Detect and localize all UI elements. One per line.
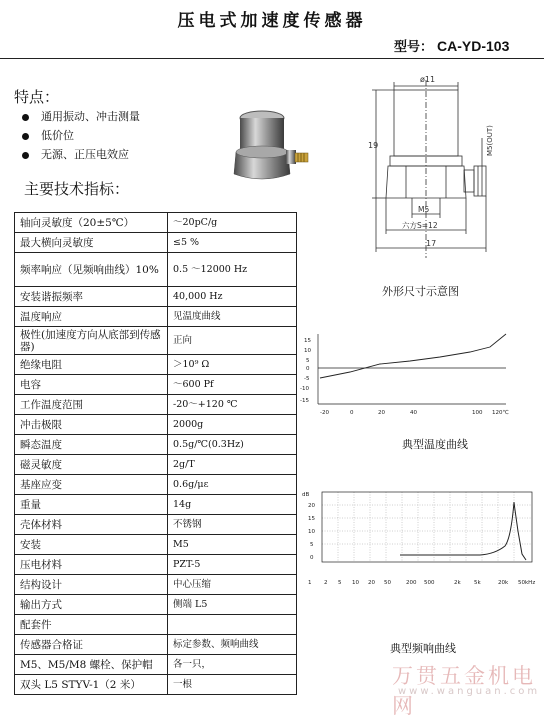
temp-y-tick: -5: [304, 376, 310, 382]
freq-y-tick: 0: [310, 555, 314, 561]
spec-value: 侧端 L5: [168, 595, 297, 615]
spec-row: [15, 535, 297, 555]
spec-row: [15, 675, 297, 695]
spec-row: [15, 455, 297, 475]
feature-item: 通用振动、冲击测量: [22, 107, 140, 126]
spec-value: ≤5 %: [168, 233, 297, 253]
spec-key: 磁灵敏度: [15, 455, 168, 475]
spec-value: 中心压缩: [168, 575, 297, 595]
freq-y-tick: 10: [308, 529, 315, 535]
temp-curve: [320, 334, 506, 378]
features-title: 特点：: [14, 88, 60, 106]
freq-x-tick: 20: [368, 580, 375, 586]
bullet-icon: [22, 114, 29, 121]
spec-key: 瞬态温度: [15, 435, 168, 455]
temp-x-tick: 20: [378, 410, 385, 416]
spec-row: [15, 475, 297, 495]
spec-key: 压电材料: [15, 555, 168, 575]
spec-row: [15, 327, 297, 355]
freq-y-tick: 5: [310, 542, 314, 548]
sensor-photo: [232, 106, 312, 184]
watermark-text: 万贯五金机电网: [392, 664, 536, 718]
freq-x-tick: 50kHz: [518, 580, 536, 586]
freq-chart-caption: 典型频响曲线: [390, 642, 456, 655]
temp-chart-caption: 典型温度曲线: [402, 438, 468, 451]
spec-value: [168, 615, 297, 635]
spec-value: 14g: [168, 495, 297, 515]
spec-row: [15, 395, 297, 415]
spec-key: 壳体材料: [15, 515, 168, 535]
temp-y-tick: 0: [306, 366, 310, 372]
spec-key: 工作温度范围: [15, 395, 168, 415]
freq-y-tick: 15: [308, 516, 315, 522]
spec-key: 绝缘电阻: [15, 355, 168, 375]
spec-row: [15, 415, 297, 435]
spec-key: 电容: [15, 375, 168, 395]
spec-value: 不锈钢: [168, 515, 297, 535]
spec-row: [15, 287, 297, 307]
spec-key: 频率响应（见频响曲线）10%: [15, 253, 168, 287]
spec-value: 40,000 Hz: [168, 287, 297, 307]
spec-key: 配套件: [15, 615, 168, 635]
dim-top: ø11: [420, 75, 436, 84]
dim-output: M5(OUT): [486, 125, 494, 156]
dim-hex: 六方S=12: [402, 221, 438, 230]
frequency-chart: [300, 488, 544, 588]
header-divider: [0, 58, 544, 59]
spec-key: 冲击极限: [15, 415, 168, 435]
spec-value: 0.5g/℃(0.3Hz): [168, 435, 297, 455]
page-title: 压电式加速度传感器: [177, 11, 367, 31]
freq-y-unit: dB: [302, 492, 310, 498]
drawing-caption: 外形尺寸示意图: [382, 285, 459, 298]
model-code: CA-YD-103: [437, 38, 510, 54]
watermark-url: www.wanguan.com: [398, 686, 541, 697]
spec-row: [15, 655, 297, 675]
model-label: 型号：: [394, 40, 434, 55]
temp-y-tick: 15: [304, 338, 311, 344]
spec-key: 基座应变: [15, 475, 168, 495]
features-list: [22, 107, 140, 164]
freq-x-tick: 5: [338, 580, 342, 586]
spec-row: [15, 595, 297, 615]
bullet-icon: [22, 152, 29, 159]
dim-height: 19: [368, 141, 379, 150]
spec-value: M5: [168, 535, 297, 555]
spec-row: [15, 307, 297, 327]
spec-key: 最大横向灵敏度: [15, 233, 168, 253]
temp-x-tick: 40: [410, 410, 417, 416]
dim-width: 17: [426, 239, 437, 248]
temp-y-tick: 5: [306, 358, 310, 364]
temp-x-tick: -20: [320, 410, 329, 416]
spec-row: [15, 233, 297, 253]
dim-thread: M5: [418, 205, 430, 214]
spec-row: [15, 615, 297, 635]
spec-value: 0.5 ～12000 Hz: [168, 253, 297, 287]
spec-value: 2g/T: [168, 455, 297, 475]
freq-x-tick: 2k: [454, 580, 461, 586]
spec-value: 0.6g/με: [168, 475, 297, 495]
spec-value: 标定参数、频响曲线: [168, 635, 297, 655]
spec-row: [15, 635, 297, 655]
spec-value: ～20pC/g: [168, 213, 297, 233]
outline-drawing: [366, 72, 516, 262]
freq-x-tick: 200: [406, 580, 417, 586]
spec-row: [15, 495, 297, 515]
spec-row: [15, 435, 297, 455]
spec-value: PZT-5: [168, 555, 297, 575]
spec-key: 极性(加速度方向从底部到传感器): [15, 327, 168, 355]
freq-x-tick: 50: [384, 580, 391, 586]
spec-row: [15, 355, 297, 375]
spec-key: 传感器合格证: [15, 635, 168, 655]
spec-key: 结构设计: [15, 575, 168, 595]
freq-x-tick: 10: [352, 580, 359, 586]
freq-x-tick: 1: [308, 580, 312, 586]
freq-x-tick: 20k: [498, 580, 509, 586]
spec-row: [15, 213, 297, 233]
feature-item: 低价位: [22, 126, 140, 145]
spec-row: [15, 575, 297, 595]
temp-x-tick: 0: [350, 410, 354, 416]
spec-value: -20～+120 ℃: [168, 395, 297, 415]
bullet-icon: [22, 133, 29, 140]
spec-title: 主要技术指标：: [24, 180, 130, 198]
spec-key: 双头 L5 STYV-1（2 米）: [15, 675, 168, 695]
spec-value: 见温度曲线: [168, 307, 297, 327]
spec-key: M5、M5/M8 螺栓、保护帽: [15, 655, 168, 675]
feature-item: 无源、正压电效应: [22, 145, 140, 164]
spec-key: 输出方式: [15, 595, 168, 615]
spec-value: 一根: [168, 675, 297, 695]
spec-key: 安装: [15, 535, 168, 555]
freq-x-tick: 2: [324, 580, 328, 586]
spec-row: [15, 253, 297, 287]
temp-y-tick: 10: [304, 348, 311, 354]
spec-value: 各一只，: [168, 655, 297, 675]
spec-key: 温度响应: [15, 307, 168, 327]
freq-x-tick: 500: [424, 580, 435, 586]
spec-row: [15, 375, 297, 395]
temperature-chart: [300, 330, 510, 420]
temp-y-tick: -15: [300, 398, 309, 404]
freq-y-tick: 20: [308, 503, 315, 509]
temp-x-tick: 120℃: [492, 410, 509, 416]
spec-value: 正向: [168, 327, 297, 355]
temp-x-tick: 100: [472, 410, 483, 416]
spec-row: [15, 555, 297, 575]
spec-key: 重量: [15, 495, 168, 515]
model-number: [394, 36, 509, 55]
spec-table: [14, 212, 297, 695]
spec-value: ＞10⁹ Ω: [168, 355, 297, 375]
spec-row: [15, 515, 297, 535]
spec-key: 轴向灵敏度（20±5℃）: [15, 213, 168, 233]
spec-key: 安装谐振频率: [15, 287, 168, 307]
spec-value: 2000g: [168, 415, 297, 435]
spec-value: ～600 Pf: [168, 375, 297, 395]
temp-y-tick: -10: [300, 386, 309, 392]
freq-x-tick: 5k: [474, 580, 481, 586]
